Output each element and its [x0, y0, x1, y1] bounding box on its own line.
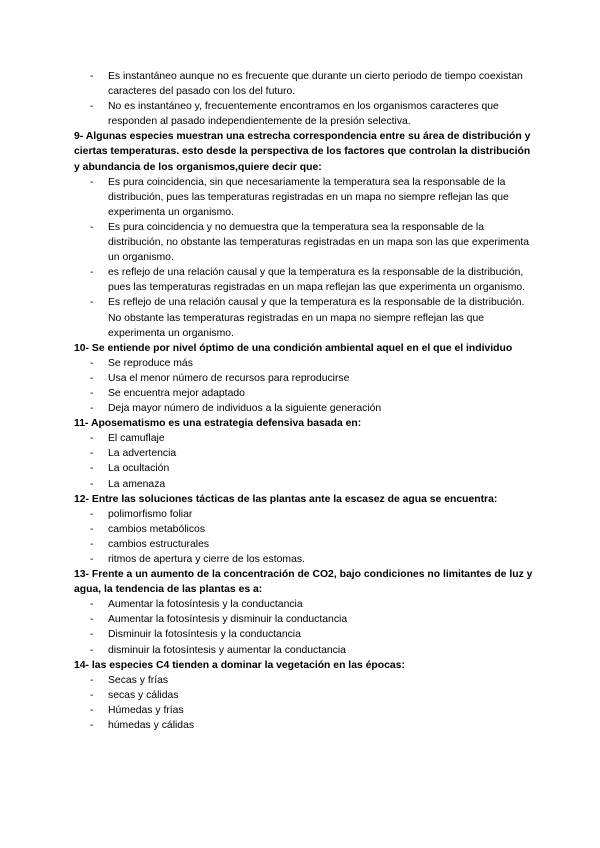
option-item: [74, 612, 534, 627]
option-list: [74, 356, 534, 416]
option-text: cambios metabólicos: [108, 523, 206, 535]
option-text: disminuir la fotosíntesis y aumentar la conductancia: [108, 644, 346, 656]
option-text: húmedas y cálidas: [108, 720, 195, 732]
option-item: [74, 356, 534, 371]
option-text: Secas y frías: [108, 674, 169, 686]
dash-bullet: -: [90, 387, 94, 399]
option-text: La advertencia: [108, 448, 177, 460]
dash-bullet: -: [90, 221, 94, 233]
option-text: El camuflaje: [108, 433, 165, 445]
dash-bullet: -: [90, 372, 94, 384]
option-text: Se reproduce más: [108, 357, 193, 369]
option-item: [74, 295, 534, 340]
dash-bullet: -: [90, 101, 94, 113]
dash-bullet: -: [90, 538, 94, 550]
option-item: [74, 703, 534, 718]
dash-bullet: -: [90, 463, 94, 475]
option-text: Húmedas y frías: [108, 704, 184, 716]
option-item: [74, 446, 534, 461]
option-text: secas y cálidas: [108, 689, 179, 701]
question-title: 12- Entre las soluciones tácticas de las plantas ante la escasez de agua se encuentra:: [74, 493, 498, 505]
option-list: [74, 507, 534, 567]
question-block: [74, 341, 534, 416]
option-item: [74, 643, 534, 658]
option-item: [74, 537, 534, 552]
option-list: [74, 431, 534, 491]
option-text: La amenaza: [108, 478, 166, 490]
option-list: [74, 597, 534, 657]
option-item: [74, 175, 534, 220]
option-item: [74, 688, 534, 703]
option-text: Es pura coincidencia y no demuestra que la temperatura sea la responsable de la distribución, no obstante las temperaturas registradas en un mapa son las que experimenta un organismo.: [108, 221, 530, 264]
option-text: Aumentar la fotosíntesis y disminuir la conductancia: [108, 614, 348, 626]
dash-bullet: -: [90, 357, 94, 369]
option-item: [74, 431, 534, 446]
option-text: La ocultación: [108, 463, 170, 475]
option-item: [74, 477, 534, 492]
option-item: [74, 99, 534, 129]
lead-options: [74, 69, 534, 129]
option-item: [74, 597, 534, 612]
document-content: [74, 69, 534, 733]
option-item: [74, 552, 534, 567]
dash-bullet: -: [90, 267, 94, 279]
option-text: Es instantáneo aunque no es frecuente que durante un cierto periodo de tiempo coexistan caracteres del pasado con los del futuro.: [108, 71, 523, 98]
dash-bullet: -: [90, 508, 94, 520]
dash-bullet: -: [90, 448, 94, 460]
option-text: Disminuir la fotosíntesis y la conductancia: [108, 629, 301, 641]
dash-bullet: -: [90, 554, 94, 565]
dash-bullet: -: [90, 433, 94, 445]
question-title: 9- Algunas especies muestran una estrecha correspondencia entre su área de distribución y ciertas temperaturas. esto desde la perspectiva de los factores que controlan la distribución y abundancia de los organismos,quiere decir que:: [74, 131, 531, 173]
question-block: [74, 129, 534, 340]
dash-bullet: -: [90, 599, 94, 611]
option-list: [74, 673, 534, 733]
option-item: [74, 507, 534, 522]
dash-bullet: -: [90, 674, 94, 686]
question-title: 13- Frente a un aumento de la concentración de CO2, bajo condiciones no limitantes de luz y agua, la tendencia de las plantas es a:: [74, 569, 533, 596]
option-item: [74, 461, 534, 476]
dash-bullet: -: [90, 71, 94, 82]
option-text: Es pura coincidencia, sin que necesariamente la temperatura sea la responsable de la distribución, pues las temperaturas registradas en un mapa no siempre reflejan las que experimenta un organismo.: [108, 176, 509, 218]
option-item: [74, 265, 534, 295]
question-title: 14- las especies C4 tienden a dominar la vegetación en las épocas:: [74, 659, 405, 671]
question-title: 11- Aposematismo es una estrategia defensiva basada en:: [74, 418, 362, 430]
option-text: No es instantáneo y, frecuentemente encontramos en los organismos caracteres que responden al pasado independientemente de la presión selectiva.: [108, 101, 499, 128]
dash-bullet: -: [90, 176, 94, 188]
question-title: 10- Se entiende por nivel óptimo de una condición ambiental aquel en el que el individuo: [74, 342, 513, 354]
option-text: Se encuentra mejor adaptado: [108, 387, 245, 399]
option-item: [74, 401, 534, 416]
dash-bullet: -: [90, 629, 94, 641]
dash-bullet: -: [90, 614, 94, 626]
option-text: Es reflejo de una relación causal y que la temperatura es la responsable de la distribución. No obstante las temperaturas registradas en un mapa no siempre reflejan las que experimenta un organismo.: [108, 297, 525, 339]
option-item: [74, 386, 534, 401]
dash-bullet: -: [90, 403, 94, 415]
dash-bullet: -: [90, 297, 94, 309]
dash-bullet: -: [90, 523, 94, 535]
option-text: Usa el menor número de recursos para reproducirse: [108, 372, 350, 384]
option-item: [74, 522, 534, 537]
option-text: cambios estructurales: [108, 538, 210, 550]
option-text: Aumentar la fotosíntesis y la conductancia: [108, 599, 303, 611]
option-text: Deja mayor número de individuos a la siguiente generación: [108, 403, 382, 415]
dash-bullet: -: [90, 478, 94, 490]
option-text: polimorfismo foliar: [108, 508, 193, 520]
dash-bullet: -: [90, 720, 94, 732]
option-text: ritmos de apertura y cierre de los estomas.: [108, 554, 305, 565]
question-block: [74, 416, 534, 491]
question-block: [74, 567, 534, 658]
option-item: [74, 69, 534, 99]
question-block: [74, 492, 534, 567]
dash-bullet: -: [90, 704, 94, 716]
dash-bullet: -: [90, 689, 94, 701]
option-item: [74, 627, 534, 642]
option-text: es reflejo de una relación causal y que la temperatura es la responsable de la distribución, pues las temperaturas registradas en un mapa reflejan las que experimenta un organismo.: [108, 267, 526, 294]
dash-bullet: -: [90, 644, 94, 656]
question-block: [74, 658, 534, 733]
option-item: [74, 371, 534, 386]
option-item: [74, 718, 534, 733]
option-list: [74, 175, 534, 341]
option-item: [74, 220, 534, 265]
option-item: [74, 673, 534, 688]
